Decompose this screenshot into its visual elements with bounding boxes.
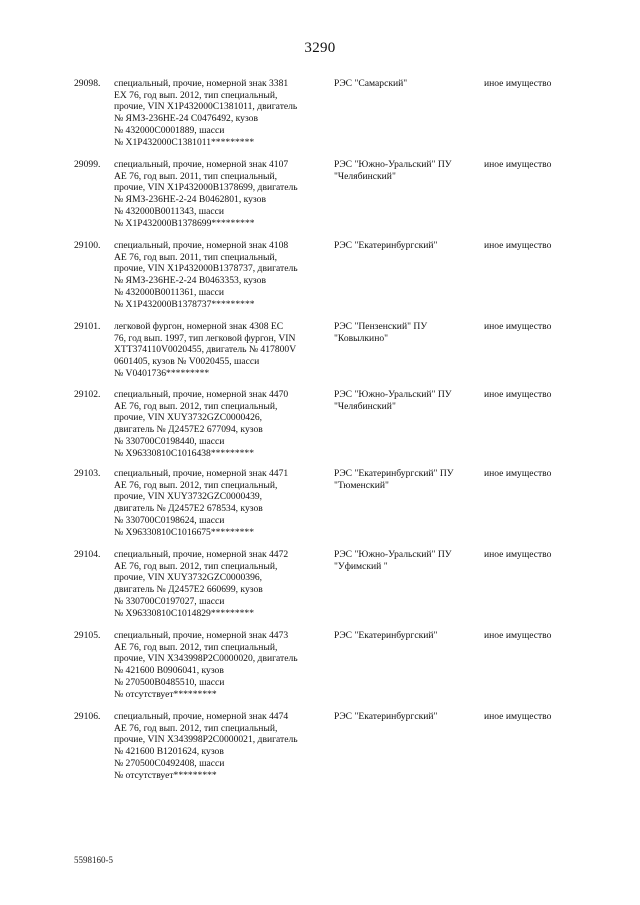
organization: РЭС "Самарский" [334,78,408,89]
property-type: иное имущество [484,549,552,560]
row-number: 29106. [74,711,101,722]
organization: РЭС "Южно-Уральский" ПУ "Уфимский " [334,549,452,572]
vehicle-description: специальный, прочие, номерной знак 4107 АЕ 76, год вып. 2011, тип специальный, прочие, VIN X1P432000B1378699, двигатель № ЯМЗ-236НЕ-2-24 В0462801, кузов № 432000В0011343, шасси № X1P432000B1378699********* [114,159,298,229]
organization: РЭС "Пензенский" ПУ "Ковылкино" [334,321,428,344]
row-number: 29099. [74,159,101,170]
row-number: 29103. [74,468,101,479]
property-type: иное имущество [484,711,552,722]
row-number: 29105. [74,630,101,641]
document-code: 5598160-5 [74,855,113,865]
vehicle-description: специальный, прочие, номерной знак 4471 АЕ 76, год вып. 2012, тип специальный, прочие, VIN XUY3732GZC0000439, двигатель № Д2457Е2 678534, кузов № 330700С0198624, шасси № X96330810C1016675********* [114,468,289,538]
vehicle-description: специальный, прочие, номерной знак 4474 АЕ 76, год вып. 2012, тип специальный, прочие, VIN X343998P2C0000021, двигатель № 421600 В1201624, кузов № 270500С0492408, шасси № отсутствует********* [114,711,298,781]
organization: РЭС "Екатеринбургский" ПУ "Тюменский" [334,468,454,491]
vehicle-description: легковой фургон, номерной знак 4308 ЕС 76, год вып. 1997, тип легковой фургон, VIN XTT374110V0020455, двигатель № 417800V 0601405, кузов № V0020455, шасси № V0401736********* [114,321,297,379]
property-type: иное имущество [484,78,552,89]
row-number: 29100. [74,240,101,251]
property-type: иное имущество [484,240,552,251]
organization: РЭС "Южно-Уральский" ПУ "Челябинский" [334,389,452,412]
vehicle-description: специальный, прочие, номерной знак 4470 АЕ 76, год вып. 2012, тип специальный, прочие, VIN XUY3732GZC0000426, двигатель № Д2457Е2 677094, кузов № 330700С0198440, шасси № X96330810C1016438********* [114,389,289,459]
page-number: 3290 [304,40,336,56]
vehicle-description: специальный, прочие, номерной знак 3381 ЕХ 76, год вып. 2012, тип специальный, прочие, VIN X1P432000C1381011, двигатель № ЯМЗ-236НЕ-24 С0476492, кузов № 432000С0001889, шасси № X1P432000С1381011********* [114,78,298,148]
organization: РЭС "Екатеринбургский" [334,630,438,641]
row-number: 29101. [74,321,101,332]
row-number: 29102. [74,389,101,400]
organization: РЭС "Екатеринбургский" [334,711,438,722]
property-type: иное имущество [484,389,552,400]
property-type: иное имущество [484,321,552,332]
vehicle-description: специальный, прочие, номерной знак 4108 АЕ 76, год вып. 2011, тип специальный, прочие, VIN X1P432000B1378737, двигатель № ЯМЗ-236НЕ-2-24 В0463353, кузов № 432000В0011361, шасси № X1P432000B1378737********* [114,240,298,310]
property-type: иное имущество [484,468,552,479]
property-type: иное имущество [484,159,552,170]
organization: РЭС "Екатеринбургский" [334,240,438,251]
property-type: иное имущество [484,630,552,641]
row-number: 29098. [74,78,101,89]
vehicle-description: специальный, прочие, номерной знак 4472 АЕ 76, год вып. 2012, тип специальный, прочие, VIN XUY3732GZC0000396, двигатель № Д2457Е2 660699, кузов № 330700С0197027, шасси № X96330810C1014829********* [114,549,289,619]
vehicle-description: специальный, прочие, номерной знак 4473 АЕ 76, год вып. 2012, тип специальный, прочие, VIN X343998P2C0000020, двигатель № 421600 В0906041, кузов № 270500В0485510, шасси № отсутствует********* [114,630,298,700]
organization: РЭС "Южно-Уральский" ПУ "Челябинский" [334,159,452,182]
row-number: 29104. [74,549,101,560]
